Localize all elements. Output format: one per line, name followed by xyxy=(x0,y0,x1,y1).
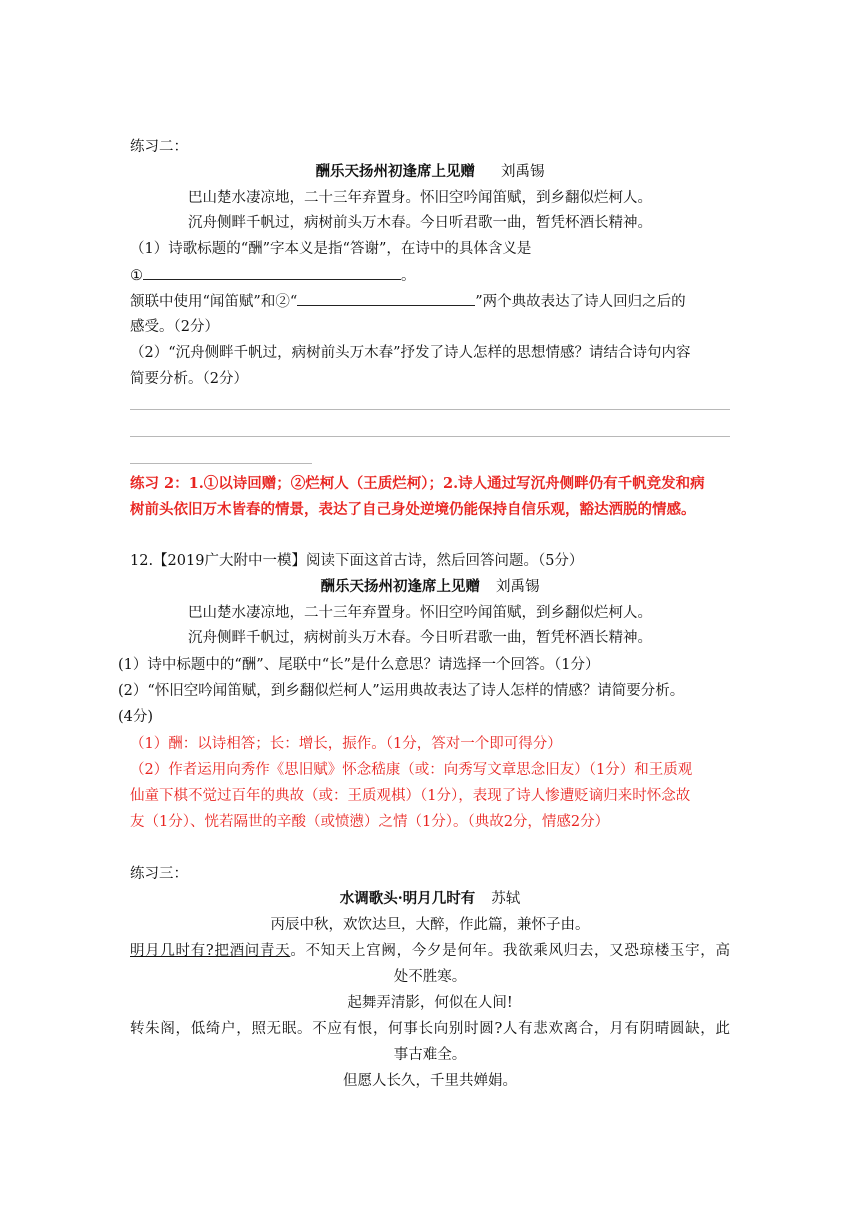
ex3-line-1-cont: 处不胜寒。 xyxy=(393,969,467,985)
ex2-answer-line-2: 树前头依旧万木皆春的情景，表达了自己身处逆境仍能保持自信乐观，豁达洒脱的情感。 xyxy=(130,501,696,518)
poem-title-text: 酬乐天扬州初逢席上见赠 xyxy=(315,163,475,180)
ex3-poem-title xyxy=(130,889,730,909)
answer-line-1[interactable] xyxy=(130,409,730,410)
q12-intro: 12.【2019广大附中一模】阅读下面这首古诗，然后回答问题。（5分） xyxy=(130,553,584,569)
ex2-poem-line-1: 巴山楚水凄凉地，二十三年弃置身。怀旧空吟闻笛赋，到乡翻似烂柯人。 xyxy=(188,190,652,206)
ex2-question-2-line-2: 简要分析。（2分） xyxy=(130,371,248,387)
ex2-question-2: （2）“沉舟侧畔千帆过，病树前头万木春”抒发了诗人怎样的思想情感？请结合诗句内容 xyxy=(130,345,691,361)
ex3-line-2: 起舞弄清影，何似在人间! xyxy=(347,995,513,1011)
ex2-answer-line-1: 练习 2：1.①以诗回赠；②烂柯人（王质烂柯）；2.诗人通过写沉舟侧畔仍有千帆竞发和病 xyxy=(130,475,705,492)
q12-question-1: (1）诗中标题中的“酬”、尾联中“长”是什么意思？请选择一个回答。（1分） xyxy=(118,657,600,673)
poem-title-text: 酬乐天扬州初逢席上见赠 xyxy=(320,578,480,595)
answer-line-3[interactable] xyxy=(130,463,312,464)
exercise-3-heading: 练习三： xyxy=(130,866,188,882)
poem-author: 刘禹锡 xyxy=(501,164,545,180)
blank-marker: ① xyxy=(130,268,143,284)
q12-poem-title xyxy=(130,577,730,597)
q12-question-2: (2）“怀旧空吟闻笛赋，到乡翻似烂柯人”运用典故表达了诗人怎样的情感？请简要分析。 xyxy=(118,683,685,699)
q12-poem-line-2: 沉舟侧畔千帆过，病树前头万木春。今日听君歌一曲，暂凭杯酒长精神。 xyxy=(188,630,652,646)
ex3-line-3-cont: 事古难全。 xyxy=(393,1047,467,1063)
q12-answer-2-line-3: 友（1分）、恍若隔世的辛酸（或愤懑）之情（1分）。（典故2分，情感2分） xyxy=(130,814,610,830)
ex3-preface: 丙辰中秋，欢饮达旦，大醉，作此篇，兼怀子由。 xyxy=(270,917,590,933)
line-rest: 。不知天上宫阙，今夕是何年。我欲乘风归去，又恐琼楼玉宇，高 xyxy=(290,943,730,959)
ex2-poem-line-2: 沉舟侧畔千帆过，病树前头万木春。今日听君歌一曲，暂凭杯酒长精神。 xyxy=(188,215,652,231)
answer-line-2[interactable] xyxy=(130,436,730,437)
poem-author: 苏轼 xyxy=(491,891,521,907)
exercise-2-heading: 练习二： xyxy=(130,139,188,155)
q12-poem-line-1: 巴山楚水凄凉地，二十三年弃置身。怀旧空吟闻笛赋，到乡翻似烂柯人。 xyxy=(188,605,652,621)
ex2-question-1b xyxy=(130,291,686,312)
poem-author: 刘禹锡 xyxy=(496,579,540,595)
ex3-line-3: 转朱阁，低绮户，照无眠。不应有恨，何事长向别时圆?人有悲欢离合，月有阴晴圆缺，此 xyxy=(130,1021,730,1037)
answer-blank-1[interactable] xyxy=(143,265,401,280)
q12-answer-2-line-1: （2）作者运用向秀作《思旧赋》怀念嵇康（或：向秀写文章思念旧友）（1分）和王质观 xyxy=(130,762,693,778)
question-suffix: ”两个典故表达了诗人回归之后的 xyxy=(475,294,686,310)
q12-answer-1: （1）酬：以诗相答；长：增长，振作。（1分，答对一个即可得分） xyxy=(130,736,562,752)
q12-question-2-line-2: (4分) xyxy=(118,709,154,725)
q12-answer-2-line-2: 仙童下棋不觉过百年的典故（或：王质观棋）（1分），表现了诗人惨遭贬谪归来时怀念故 xyxy=(130,788,691,804)
poem-title-text: 水调歌头·明月几时有 xyxy=(339,890,476,907)
underlined-phrase: 明月几时有?把酒问青天 xyxy=(130,943,291,959)
ex2-poem-title xyxy=(130,162,730,182)
ex2-question-1-blank-line xyxy=(130,265,416,286)
ex2-question-1: （1）诗歌标题的“酬”字本义是指“答谢”，在诗中的具体含义是 xyxy=(130,241,532,257)
ex3-line-4: 但愿人长久，千里共婵娟。 xyxy=(343,1073,517,1089)
ex2-question-1b-line-2: 感受。（2分） xyxy=(130,319,219,335)
answer-blank-2[interactable] xyxy=(297,291,475,306)
ex3-line-1 xyxy=(130,941,730,961)
question-prefix: 颔联中使用“闻笛赋”和②“ xyxy=(130,294,298,310)
blank-suffix: 。 xyxy=(401,268,416,284)
